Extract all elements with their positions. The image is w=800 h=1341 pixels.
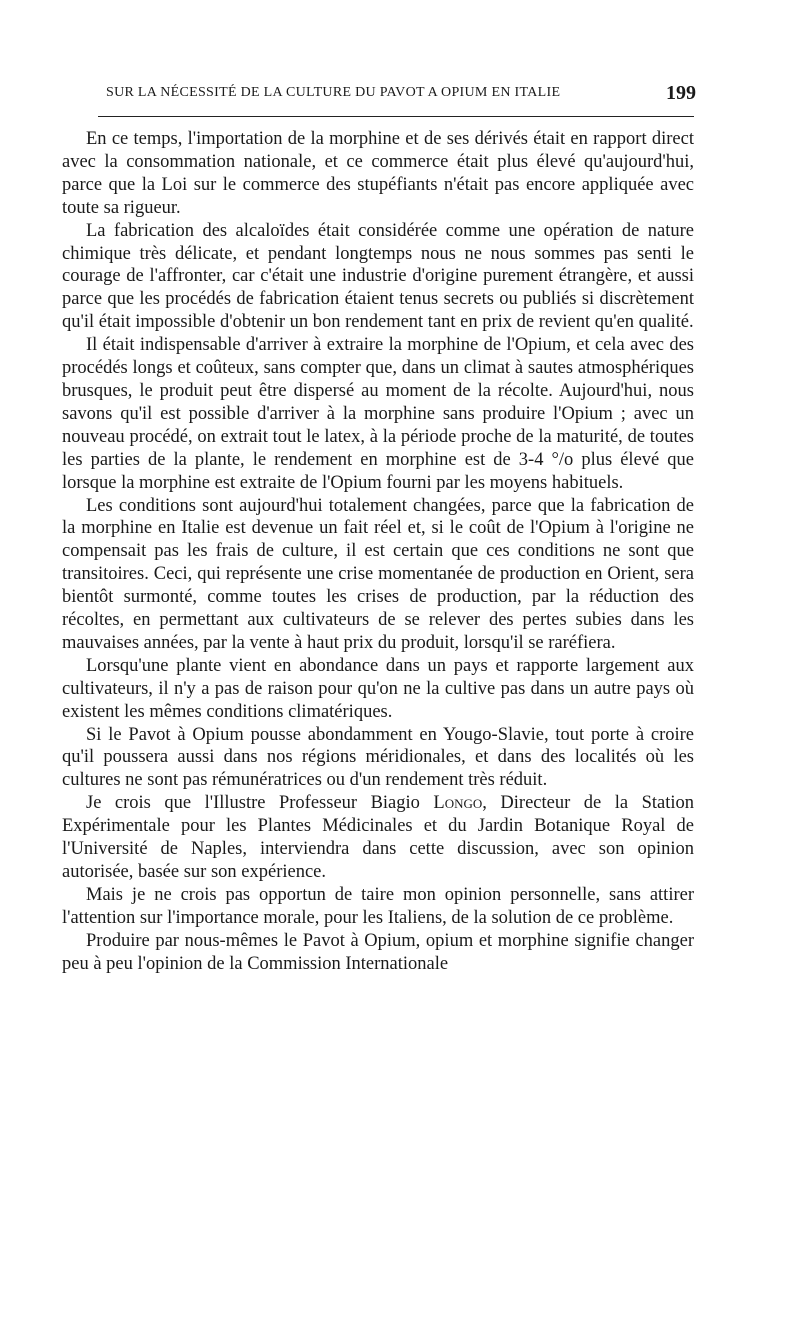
paragraph-7-text-after: , Directeur de la Station Expérimentale pour les Plantes Médicinales et du Jardin Botanique Royal de l'Université de Naples, interviendra dans cette discussion, avec son opinion autorisée, basée sur son expérience. bbox=[62, 793, 695, 882]
paragraph-5: Lorsqu'une plante vient en abondance dans un pays et rapporte largement aux cultivateurs, il n'y a pas de raison pour qu'on ne la cultive pas dans un autre pays où existent les mêmes conditions climatériques. bbox=[62, 655, 694, 722]
paragraph-7 bbox=[62, 792, 694, 884]
running-title: SUR LA NÉCESSITÉ DE LA CULTURE DU PAVOT A OPIUM EN ITALIE bbox=[106, 85, 561, 100]
author-name-longo: Longo bbox=[433, 793, 483, 814]
paragraph-3: Il était indispensable d'arriver à extraire la morphine de l'Opium, et cela avec des procédés longs et coûteux, sans compter que, dans un climat à sautes atmosphériques brusques, le produit peut être dispersé au moment de la récolte. Aujourd'hui, nous savons qu'il est possible d'arriver à la morphine sans produire l'Opium ; avec un nouveau procédé, on extrait tout le latex, à la période proche de la maturité, de toutes les parties de la plante, le rendement en morphine est de 3-4 °/o plus élevé que lorsque la morphine est extraite de l'Opium fourni par les moyens habituels. bbox=[62, 335, 694, 493]
paragraph-2: La fabrication des alcaloïdes était considérée comme une opération de nature chimique très délicate, et pendant longtemps nous ne nous sommes pas senti le courage de l'affronter, car c'était une industrie d'origine purement étrangère, et aussi parce que les procédés de fabrication étaient tenus secrets ou publiés si discrètement qu'il était impossible d'obtenir un bon rendement tant en prix de revient qu'en qualité. bbox=[62, 220, 694, 333]
paragraph-8: Mais je ne crois pas opportun de taire mon opinion personnelle, sans attirer l'attention sur l'importance morale, pour les Italiens, de la solution de ce problème. bbox=[62, 884, 694, 928]
paragraph-9: Produire par nous-mêmes le Pavot à Opium, opium et morphine signifie changer peu à peu l'opinion de la Commission Internationale bbox=[62, 930, 694, 974]
paragraph-1: En ce temps, l'importation de la morphine et de ses dérivés était en rapport direct avec la consommation nationale, et ce commerce était plus élevé qu'aujourd'hui, parce que la Loi sur le commerce des stupéfiants n'était pas encore appliquée avec toute sa rigueur. bbox=[62, 129, 694, 218]
header-rule bbox=[98, 116, 694, 117]
running-header bbox=[98, 82, 698, 106]
page-number: 199 bbox=[666, 82, 696, 104]
paragraph-6: Si le Pavot à Opium pousse abondamment en Yougo-Slavie, tout porte à croire qu'il poussera aussi dans nos régions méridionales, et dans des localités où les cultures ne sont pas rémunératrices ou d'un rendement très réduit. bbox=[62, 724, 694, 791]
body-text bbox=[62, 128, 694, 976]
paragraph-7-text-before: Je crois que l'Illustre Professeur Biagio bbox=[86, 793, 434, 814]
paragraph-4: Les conditions sont aujourd'hui totalement changées, parce que la fabrication de la morphine en Italie est devenue un fait réel et, si le coût de l'Opium à l'origine ne compensait pas les frais de culture, il est certain que ces conditions ne sont que transitoires. Ceci, qui représente une crise momentanée de production en Orient, sera bientôt surmonté, comme toutes les crises de production, par la réduction des récoltes, en permettant aux cultivateurs de se relever des pertes subies dans les mauvaises années, par la vente à haut prix du produit, lorsqu'il se raréfiera. bbox=[62, 495, 694, 653]
